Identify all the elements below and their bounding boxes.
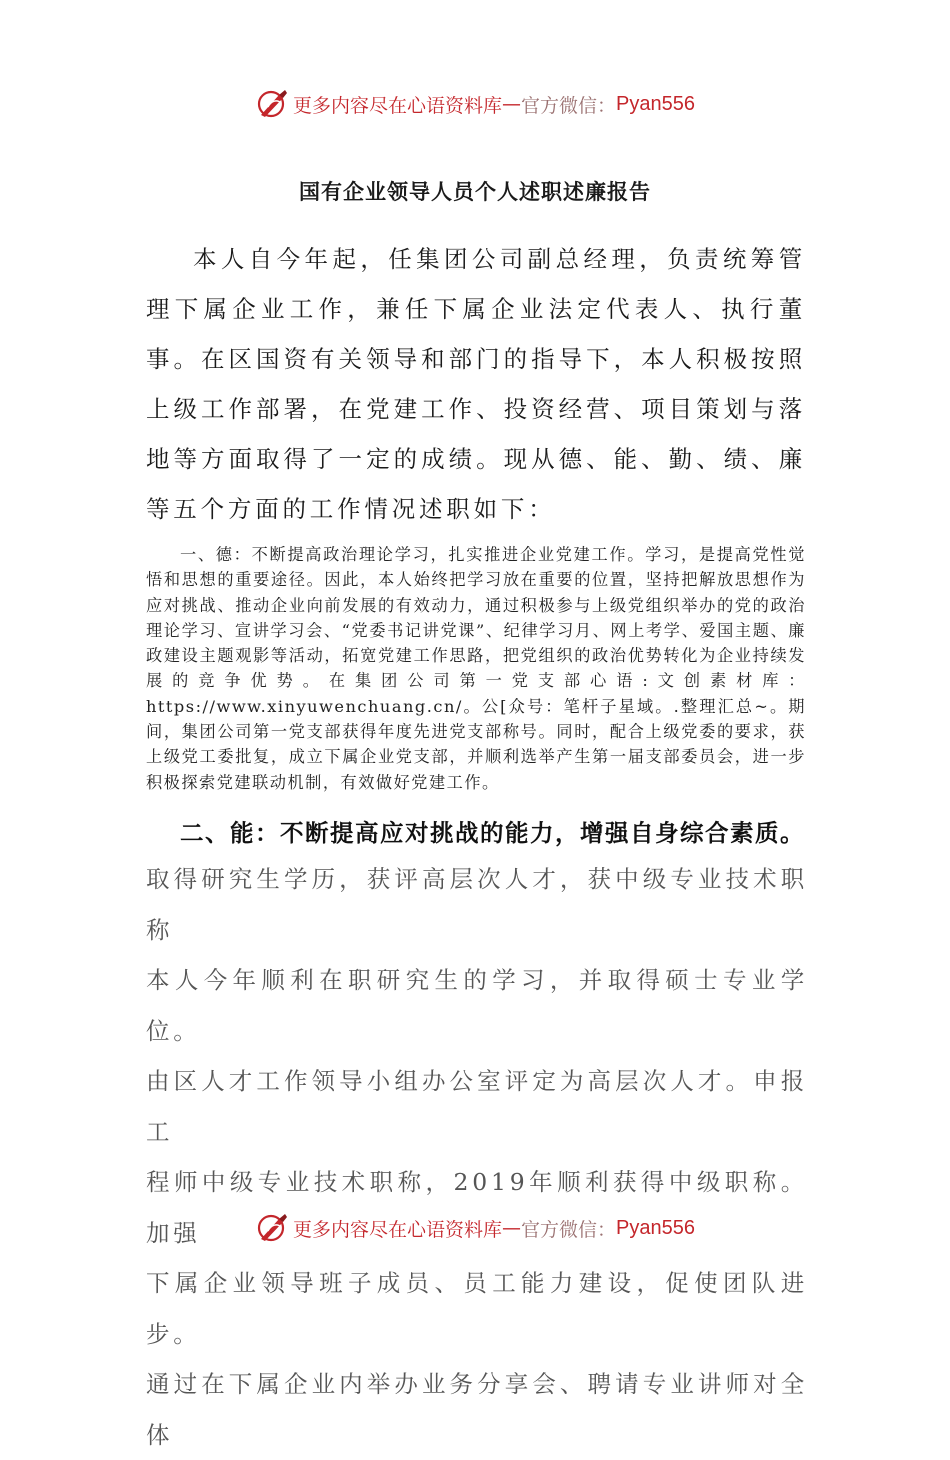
header-banner [0, 84, 950, 124]
wechat-id: Pyan556 [616, 1216, 695, 1239]
section2-line: 通过在下属企业内举办业务分享会、聘请专业讲师对全体 [146, 1370, 808, 1449]
section2-line: 下属企业领导班子成员、员工能力建设，促使团队进步。 [146, 1269, 808, 1348]
document-title: 国有企业领导人员个人述职述廉报告 [299, 180, 651, 204]
section2-heading: 二、能：不断提高应对挑战的能力，增强自身综合素质。 [180, 819, 805, 847]
wechat-label: 官方微信： [521, 94, 617, 117]
pen-logo-icon [255, 1211, 289, 1245]
banner-dash: — [502, 93, 522, 115]
banner-text: 更多内容尽在心语资料库 [293, 1218, 503, 1241]
wechat-id: Pyan556 [616, 92, 695, 115]
footer-banner [0, 1208, 950, 1248]
section2-line: 程师中级专业技术职称，2019年顺利获得中级职称。加强 [146, 1168, 808, 1247]
pen-logo-icon [255, 87, 289, 121]
intro-paragraph: 本人自今年起，任集团公司副总经理，负责统筹管理下属企业工作，兼任下属企业法定代表人、执行董事。在区国资有关领导和部门的指导下，本人积极按照上级工作部署，在党建工作、投资经营、项目策划与落地等方面取得了一定的成绩。现从德、能、勤、绩、廉等五个方面的工作情况述职如下： [146, 245, 806, 523]
wechat-label: 官方微信： [521, 1218, 617, 1241]
section2-line: 取得研究生学历，获评高层次人才，获中级专业技术职称 [146, 865, 808, 944]
banner-dash: — [502, 1217, 522, 1239]
section2-paragraph [146, 854, 808, 1460]
section2-line: 由区人才工作领导小组办公室评定为高层次人才。申报工 [146, 1067, 808, 1146]
section1-paragraph: 一、德：不断提高政治理论学习，扎实推进企业党建工作。学习，是提高党性觉悟和思想的重要途径。因此，本人始终把学习放在重要的位置，坚持把解放思想作为应对挑战、推动企业向前发展的有效动力，通过积极参与上级党组织举办的党的政治理论学习、宣讲学习会、“党委书记讲党课”、纪律学习月、网上考学、爱国主题、廉政建设主题观影等活动，拓宽党建工作思路，把党组织的政治优势转化为企业持续发展的竞争优势。在集团公司第一党支部心语:文创素材库：https://www.xinyuwenchuang.cn/。公[众号：笔杆子星域。.整理汇总~。期间，集团公司第一党支部获得年度先进党支部称号。同时，配合上级党委的要求，获上级党工委批复，成立下属企业党支部，并顺利选举产生第一届支部委员会，进一步积极探索党建联动机制，有效做好党建工作。 [146, 545, 806, 792]
banner-text: 更多内容尽在心语资料库 [293, 94, 503, 117]
section2-line: 本人今年顺利在职研究生的学习，并取得硕士专业学位。 [146, 966, 808, 1045]
